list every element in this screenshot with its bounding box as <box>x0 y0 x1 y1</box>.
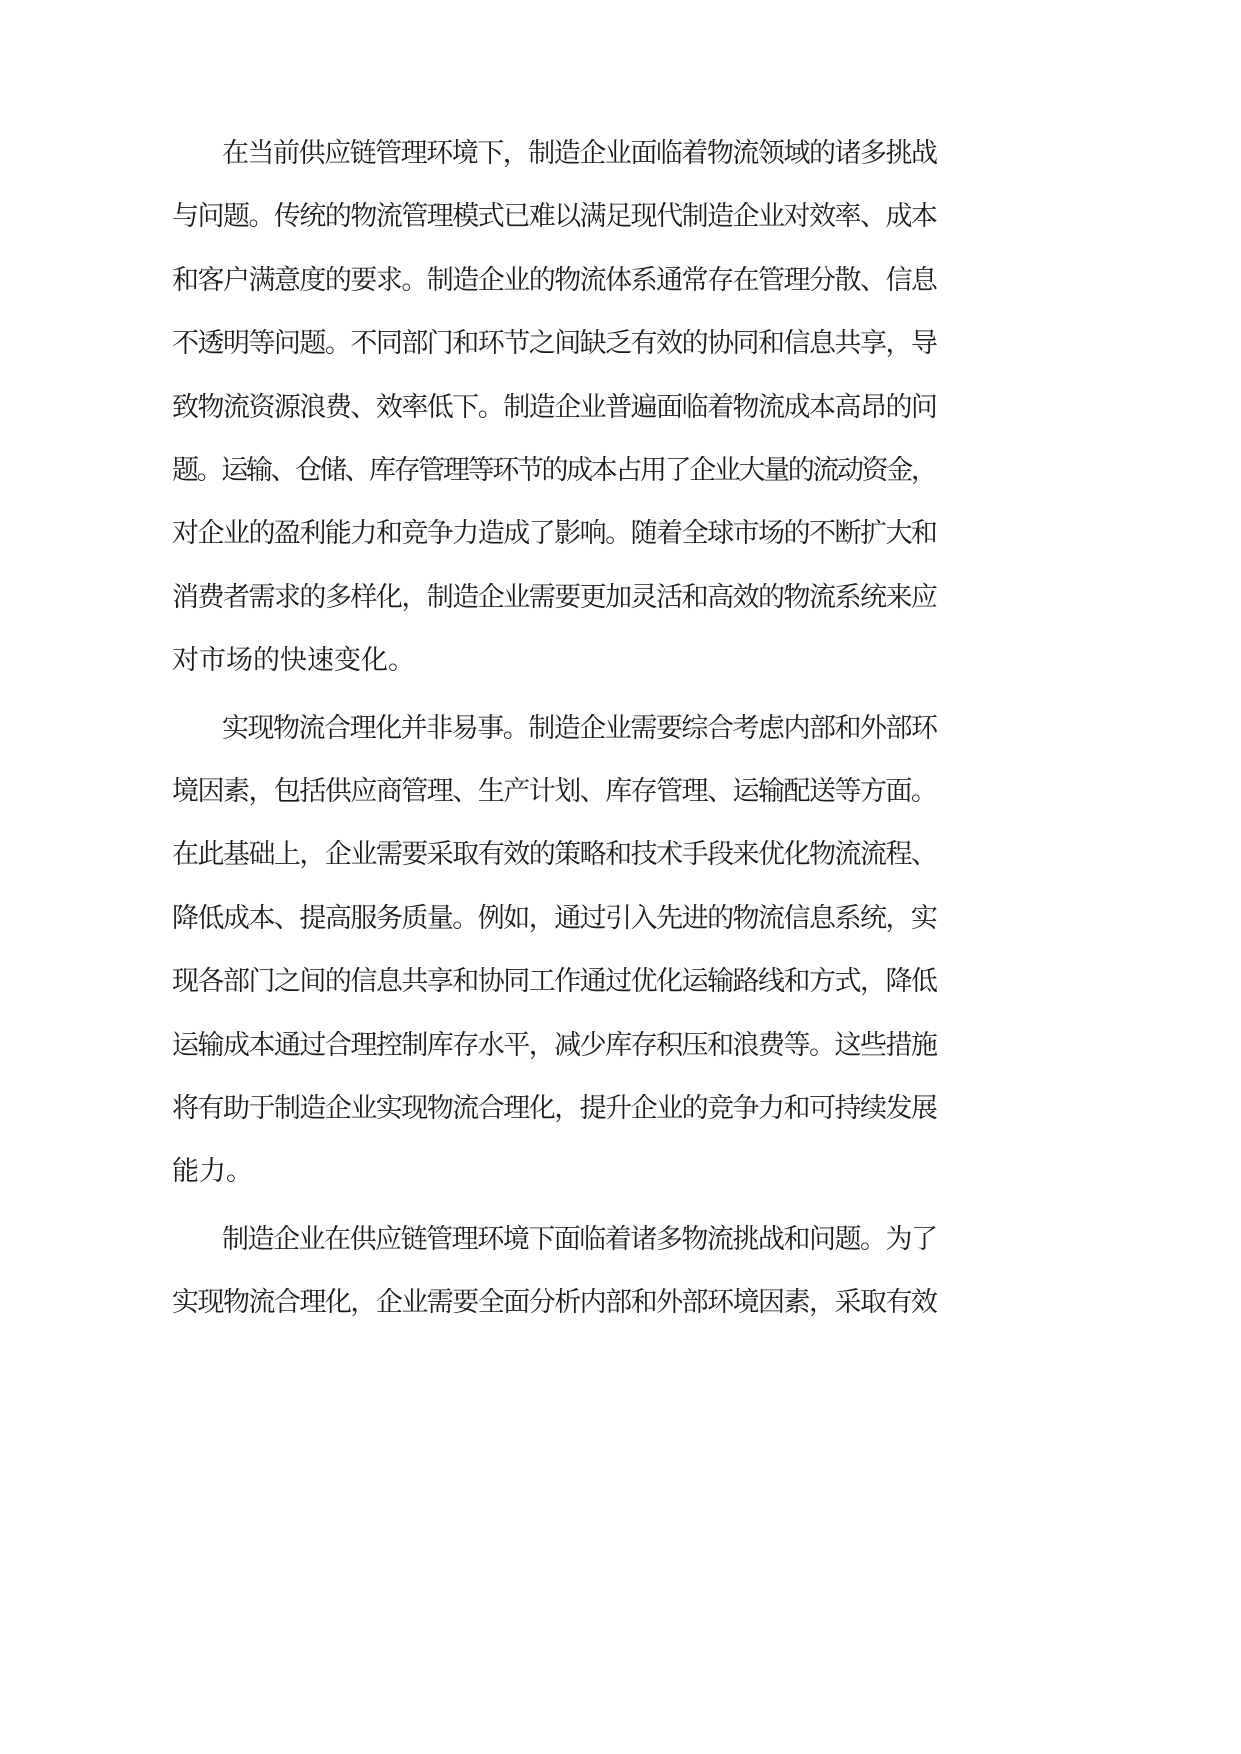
text-line: 对企业的盈利能力和竞争力造成了影响。随着全球市场的不断扩大和 <box>172 518 937 549</box>
text-line: 与问题。传统的物流管理模式已难以满足现代制造企业对效率、成本 <box>172 201 937 232</box>
text-line: 制造企业在供应链管理环境下面临着诸多物流挑战和问题。为了 <box>222 1224 937 1255</box>
text-line: 在当前供应链管理环境下，制造企业面临着物流领域的诸多挑战 <box>222 138 937 169</box>
text-line: 能力。 <box>172 1156 253 1187</box>
text-line: 运输成本通过合理控制库存水平，减少库存积压和浪费等。这些措施 <box>172 1030 937 1061</box>
text-line: 题。运输、仓储、库存管理等环节的成本占用了企业大量的流动资金， <box>172 455 936 486</box>
text-line: 实现物流合理化，企业需要全面分析内部和外部环境因素，采取有效 <box>172 1287 937 1318</box>
text-line: 实现物流合理化并非易事。制造企业需要综合考虑内部和外部环 <box>222 713 937 744</box>
text-line: 现各部门之间的信息共享和协同工作通过优化运输路线和方式，降低 <box>172 966 937 997</box>
text-line: 将有助于制造企业实现物流合理化，提升企业的竞争力和可持续发展 <box>172 1093 937 1124</box>
text-line: 不透明等问题。不同部门和环节之间缺乏有效的协同和信息共享，导 <box>172 328 937 359</box>
text-line: 对市场的快速变化。 <box>172 645 415 676</box>
text-line: 在此基础上，企业需要采取有效的策略和技术手段来优化物流流程、 <box>172 839 937 870</box>
text-line: 境因素，包括供应商管理、生产计划、库存管理、运输配送等方面。 <box>172 776 937 807</box>
text-line: 致物流资源浪费、效率低下。制造企业普遍面临着物流成本高昂的问 <box>172 392 937 423</box>
text-line: 和客户满意度的要求。制造企业的物流体系通常存在管理分散、信息 <box>172 265 937 296</box>
text-line: 消费者需求的多样化，制造企业需要更加灵活和高效的物流系统来应 <box>172 582 937 613</box>
text-line: 降低成本、提高服务质量。例如，通过引入先进的物流信息系统，实 <box>172 903 937 934</box>
